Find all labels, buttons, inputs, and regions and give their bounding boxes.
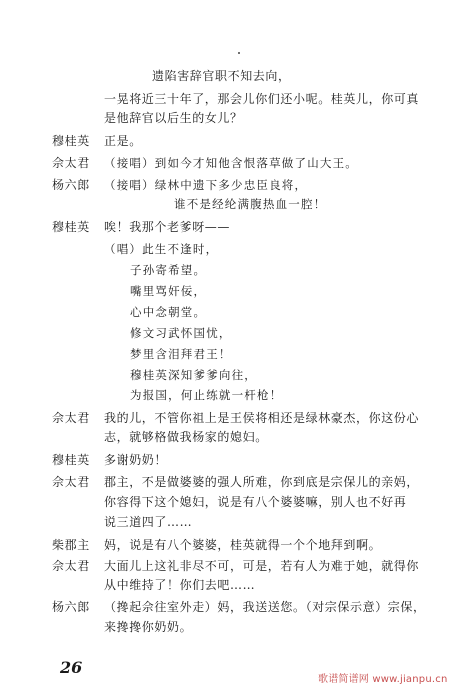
speaker-label: 穆桂英 <box>52 453 90 467</box>
speaker-label: 穆桂英 <box>52 220 90 234</box>
dialogue-line: （接唱）绿林中遗下多少忠臣良将， <box>104 178 308 192</box>
dialogue-line: 是他辞官以后生的女儿？ <box>104 111 243 125</box>
dialogue-line: 郡主，不是做婆婆的强人所难，你到底是宗保儿的亲妈， <box>104 475 420 489</box>
dialogue-line: 你容得下这个媳妇，说是有八个婆婆嘛，别人也不好再 <box>104 495 407 509</box>
speaker-label: 穆桂英 <box>52 134 90 148</box>
speaker-label: 杨六郎 <box>52 600 90 614</box>
lyric-line: 为报国，何止练就一杆枪！ <box>130 388 283 402</box>
lyric-line: 心中念朝堂。 <box>130 305 207 319</box>
speaker-label: 杨六郎 <box>52 178 90 192</box>
speaker-label: 柴郡主 <box>52 538 90 552</box>
lyric-line: 穆桂英深知爹爹向往， <box>130 368 257 382</box>
dialogue-line: 大面儿上这礼非尽不可，可是，若有人为难于她，就得你 <box>104 559 420 573</box>
dialogue-line: 从中维持了！你们去吧…… <box>104 578 256 592</box>
dialogue-line: 遗陷害辞官职不知去向， <box>152 69 291 83</box>
dialogue-line: 妈，说是有八个婆婆，桂英就得一个个地拜到啊。 <box>104 538 382 552</box>
page-number: 26 <box>60 658 83 677</box>
speaker-label: 佘太君 <box>52 475 90 489</box>
lyric-line: 嘴里骂奸佞， <box>130 284 207 298</box>
dialogue-line: （接唱）到如今才知他含恨落草做了山大王。 <box>104 156 358 170</box>
speaker-label: 佘太君 <box>52 411 90 425</box>
lyric-line: （唱）此生不逢时， <box>104 242 219 256</box>
dialogue-line: 来搀搀你奶奶。 <box>104 620 193 634</box>
dialogue-line: 唉！我那个老爹呀—— <box>104 220 231 234</box>
dialogue-line: 一晃将近三十年了，那会儿你们还小呢。桂英儿，你可真 <box>104 92 420 106</box>
dialogue-line: （搀起佘往室外走）妈，我送送您。（对宗保示意）宗保， <box>104 600 426 614</box>
lyric-line: 梦里含泪拜君王！ <box>130 347 232 361</box>
speaker-label: 佘太君 <box>52 156 90 170</box>
dialogue-line: 说三道四了…… <box>104 515 193 529</box>
dialogue-line: 我的儿，不管你祖上是王侯将相还是绿林豪杰，你这份心 <box>104 411 420 425</box>
lyric-line: 修文习武怀国忧， <box>130 326 232 340</box>
lyric-line: 子孙寄希望。 <box>130 263 207 277</box>
site-watermark: 歌谱简谱网 www.jianpu.cn <box>318 674 448 685</box>
speaker-label: 佘太君 <box>52 559 90 573</box>
dialogue-line: 多谢奶奶！ <box>104 453 168 467</box>
dialogue-line: 谁不是经纶满腹热血一腔！ <box>174 197 327 211</box>
dialogue-line: 正是。 <box>104 134 142 148</box>
dialogue-line: 志，就够格做我杨家的媳妇。 <box>104 430 268 444</box>
speck <box>238 52 240 54</box>
